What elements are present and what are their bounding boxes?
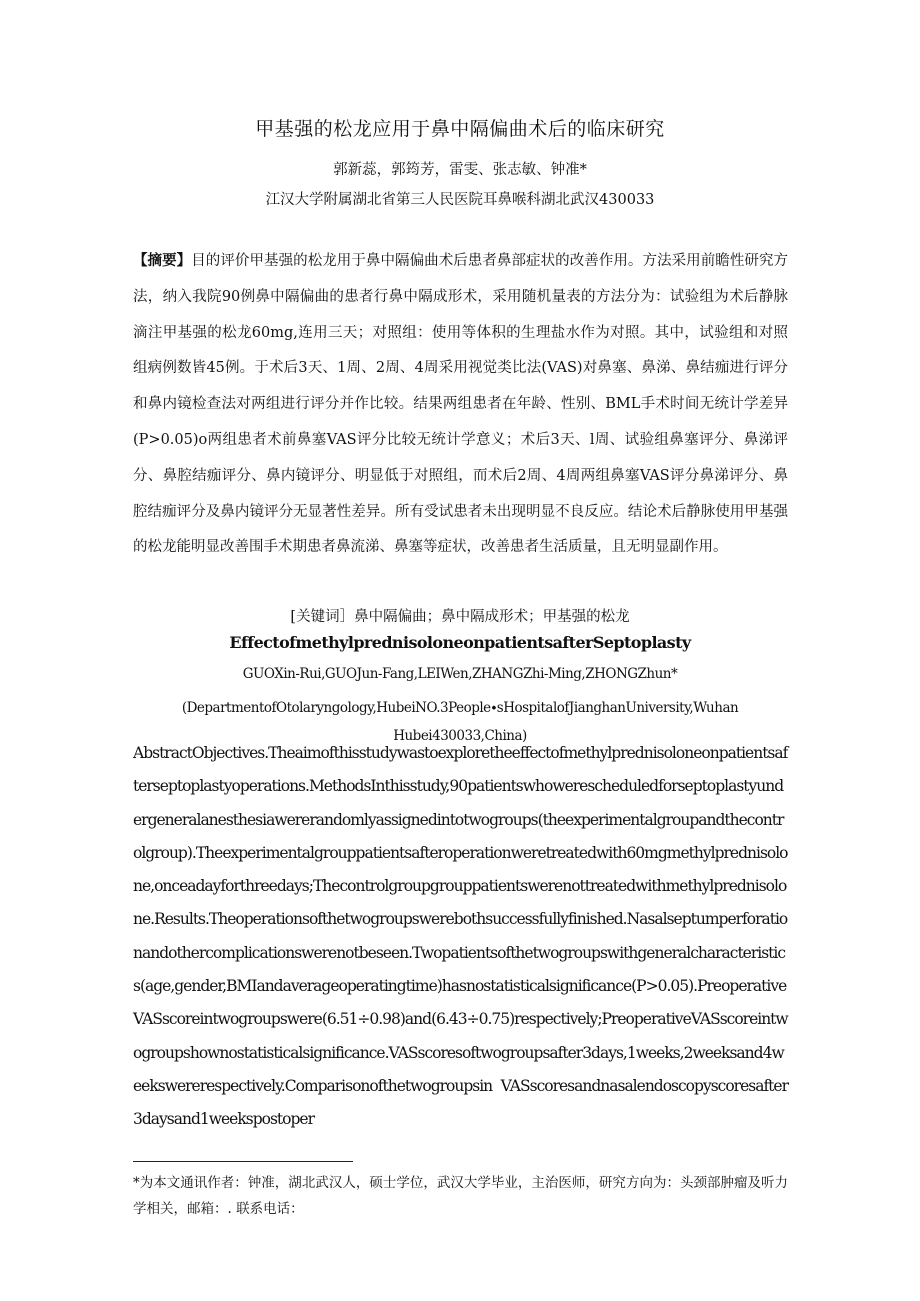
- english-author-list: GUOXin-Rui,GUOJun-Fang,LEIWen,ZHANGZhi-Ming,ZHONGZhun*: [242, 666, 678, 682]
- paper-title: 甲基强的松龙应用于鼻中隔偏曲术后的临床研究: [255, 118, 665, 140]
- english-affiliation-line-1: (DepartmentofOtolaryngology,HubeiNO.3People∙sHospitalofJianghanUniversity,Wuhan: [181, 700, 739, 716]
- chinese-abstract-text: 目的评价甲基强的松龙用于鼻中隔偏曲术后患者鼻部症状的改善作用。方法采用前瞻性研究方法，纳入我院90例鼻中隔偏曲的患者行鼻中隔成形术，采用随机量表的方法分为：试验组为术后静脉滴注甲基强的松龙60mg,连用三天；对照组：使用等体积的生理盐水作为对照。其中，试验组和对照组病例数皆45例。于术后3天、1周、2周、4周采用视觉类比法(VAS)对鼻塞、鼻涕、鼻结痂进行评分和鼻内镜检查法对两组进行评分并作比较。结果两组患者在年龄、性别、BML手术时间无统计学差异(P>0.05)o两组患者术前鼻塞VAS评分比较无统计学意义；术后3天、l周、试验组鼻塞评分、鼻涕评分、鼻腔结痂评分、鼻内镜评分、明显低于对照组，而术后2周、4周两组鼻塞VAS评分鼻涕评分、鼻腔结痂评分及鼻内镜评分无显著性差异。所有受试患者未出现明显不良反应。结论术后静脉使用甲基强的松龙能明显改善围手术期患者鼻流涕、鼻塞等症状，改善患者生活质量，且无明显副作用。: [133, 253, 789, 556]
- author-list: 郭新蕊，郭筠芳，雷雯、张志敏、钟准*: [333, 162, 587, 178]
- english-affiliation-line-2: Hubei430033,China): [393, 728, 527, 744]
- abstract-label: 【摘要】: [133, 252, 192, 269]
- keywords: [关键词］鼻中隔偏曲；鼻中隔成形术；甲基强的松龙: [290, 609, 630, 625]
- footnote-divider: [133, 1161, 353, 1162]
- chinese-abstract: [133, 243, 788, 566]
- footnote: *为本文通讯作者：钟准，湖北武汉人，硕士学位，武汉大学毕业，主治医师，研究方向为：头颈部肿瘤及听力学相关，邮箱：. 联系电话：: [133, 1175, 788, 1217]
- english-title: EffectofmethylprednisoloneonpatientsafterSeptoplasty: [229, 633, 691, 652]
- affiliation: 江汉大学附属湖北省第三人民医院耳鼻喉科湖北武汉430033: [265, 192, 655, 208]
- english-abstract: AbstractObjectives.Theaimofthisstudywastoexploretheeffectofmethylprednisoloneonpatientsafterseptoplastyoperations.MethodsInthisstudy,90patientswhowerescheduledforseptoplastyundergeneralanesthesiawererandomlyassignedintotwogroups(theexperimentalgroupandthecontrolgroup).Theexperimentalgrouppatientsafteroperationweretreatedwith60mgmethylprednisolone,onceadayforthreedays;Thecontrolgroupgrouppatientswerenottreatedwithmethylprednisolone.Results.Theoperationsofthetwogroupswerebothsuccessfullyfinished.Nasalseptumperforationandothercomplicationswerenotbeseen.Twopatientsofthetwogroupswithgeneralcharacteristics(age,gender,BMIandaverageoperatingtime)hasnostatisticalsignificance(P>0.05).PreoperativeVASscoreintwogroupswere(6.51÷0.98)and(6.43÷0.75)respectively;PreoperativeVASscoreintwogroupshownostatisticalsignificance.VASscoresoftwogroupsafter3days,1weeks,2weeksand4weekswererespectively.Comparisonofthetwogroupsin VASscoresandnasalendoscopyscoresafter3daysand1weekspostoper: [133, 744, 788, 1129]
